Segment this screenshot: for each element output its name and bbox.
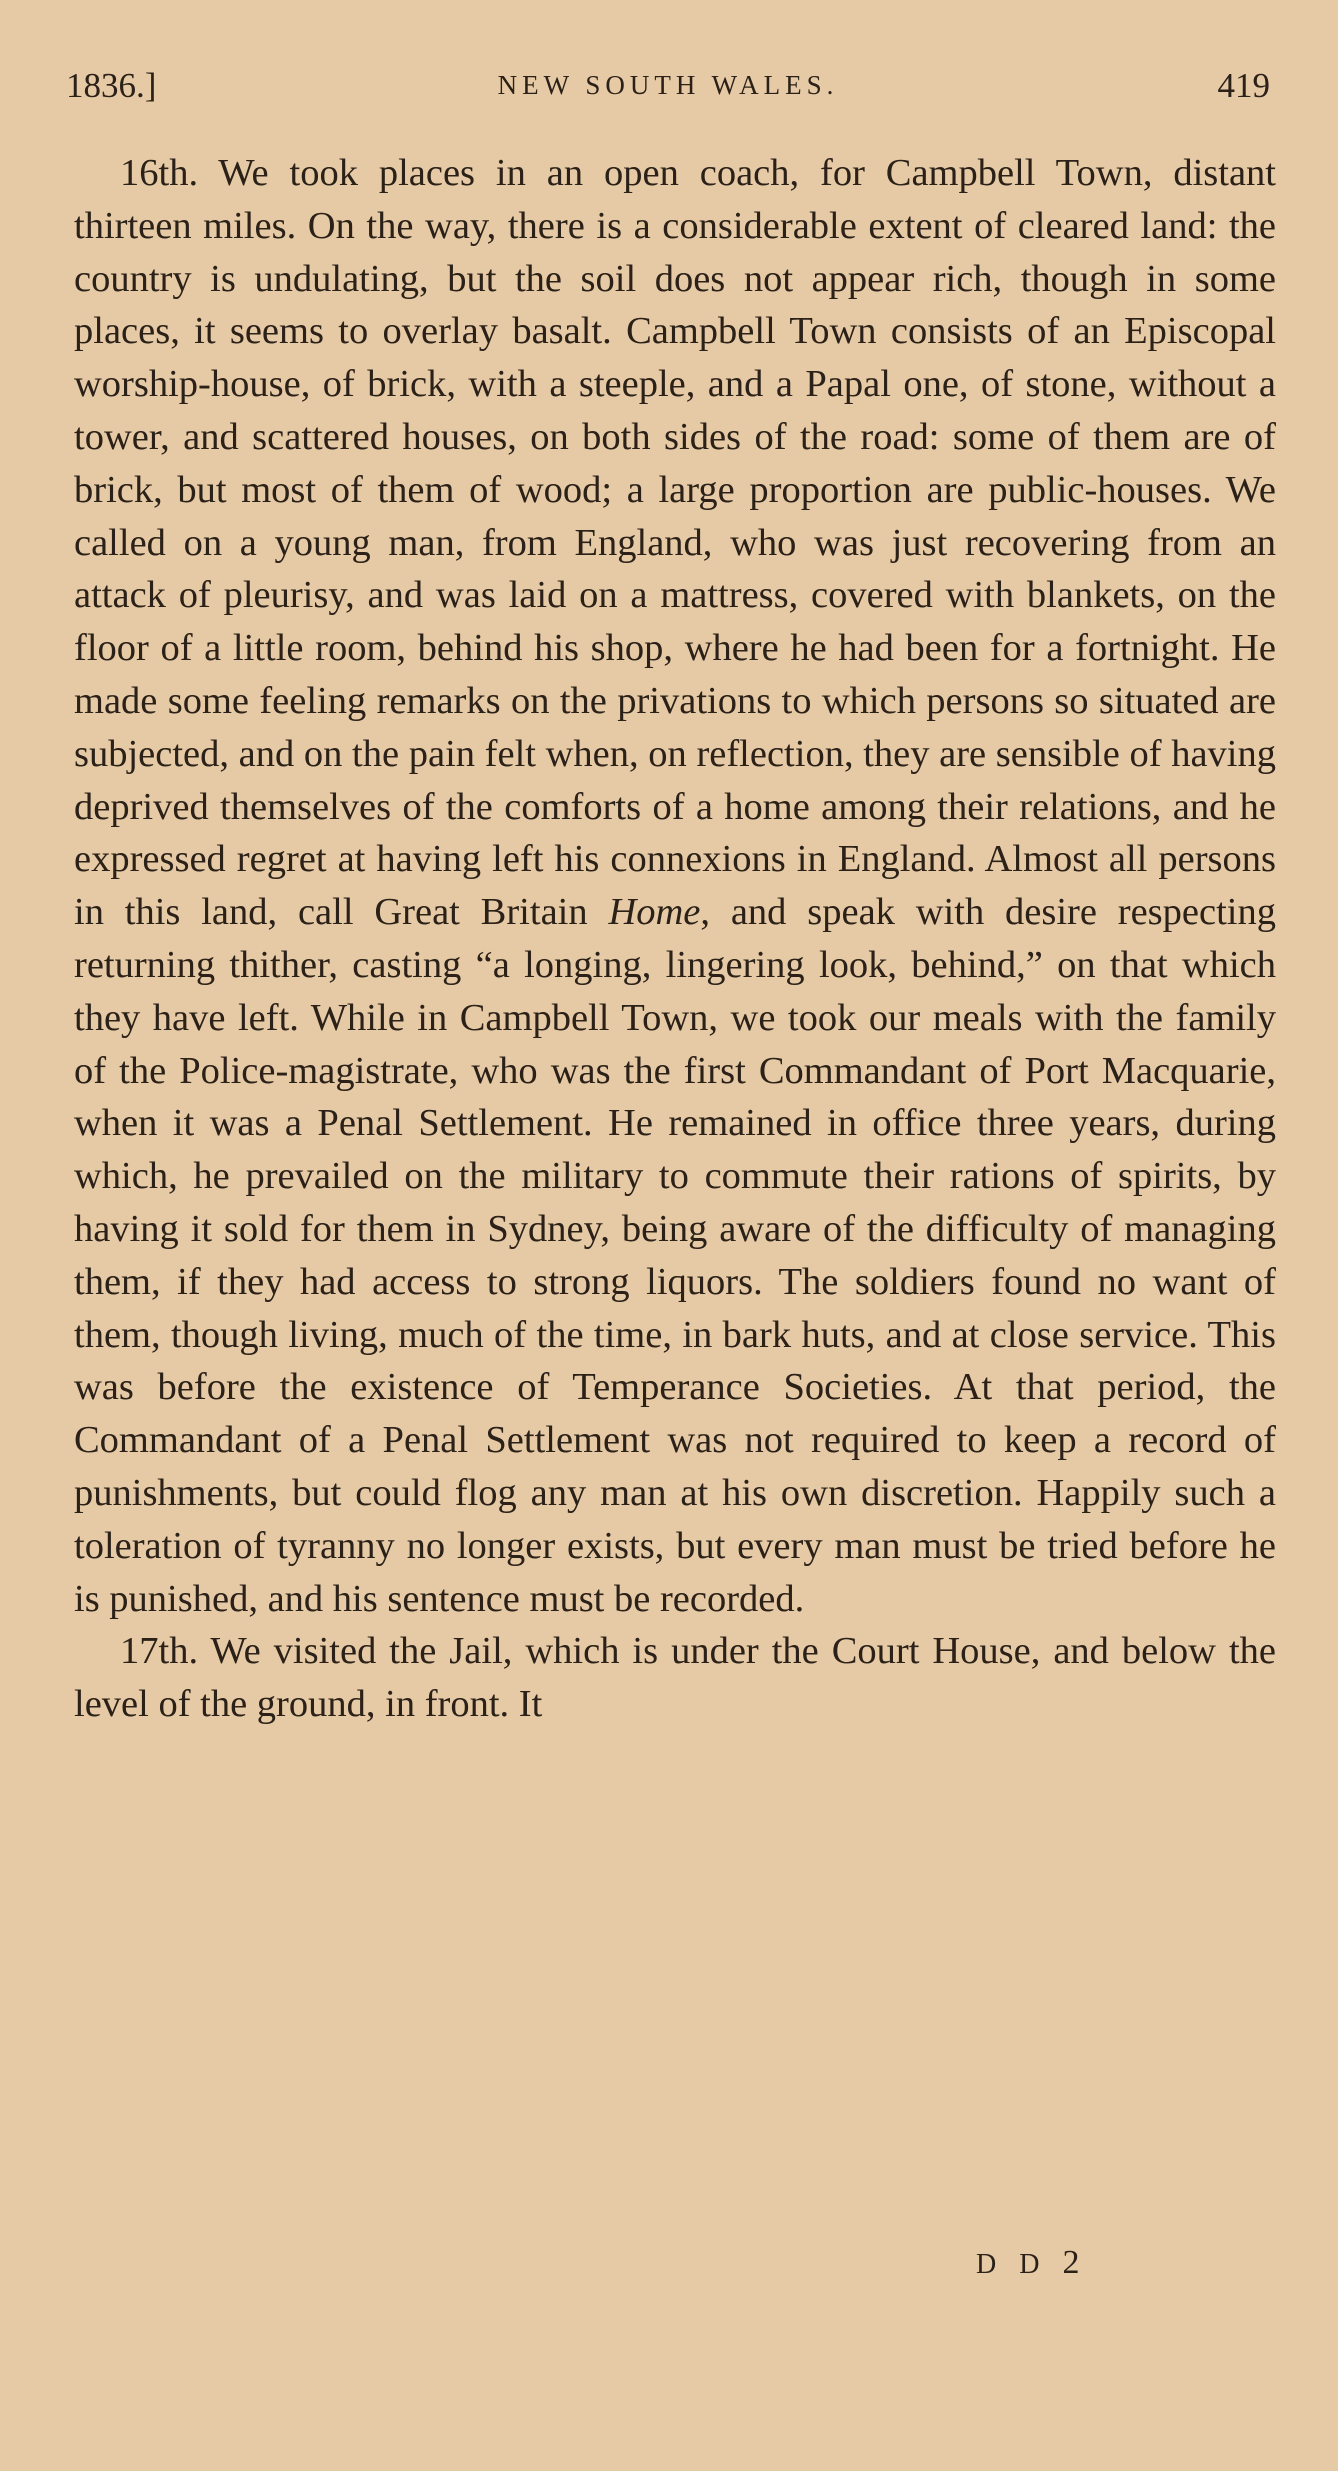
paragraph-16th-lead: 16th. We took places in an open coach, for Campbell Town, distant thirteen miles. On the way, there is a considerable extent of cleared land: the country is undulating, but the soil does not appear rich, though in some places, it seems to overlay basalt. Campbell Town consists of an Episcopal worship-house, of brick, with a steeple, and a Papal one, of stone, without a tower, and scattered houses, on both sides of the road: some of them are of brick, but most of them of wood; a large proportion are public-houses. We called on a young man, from England, who was just recovering from an attack of pleurisy, and was laid on a mattress, covered with blankets, on the floor of a little room, behind his shop, where he had been for a fortnight. He made some feeling remarks on the privations to which persons so situated are subjected, and on the pain felt when, on reflection, they are sensible of having deprived themselves of the comforts of a home among their relations, and he expressed regret at having left his connexions in England. Almost all persons in this land, call Great Britain (74, 152, 1276, 934)
paragraph-16th (74, 147, 1276, 1625)
body-text (74, 147, 1276, 1731)
italic-home: Home (608, 891, 701, 934)
signature-letters: D D (976, 2249, 1048, 2280)
running-header (66, 66, 1270, 116)
paragraph-16th-rest: , and speak with desire respecting returning thither, casting “a longing, lingering look, behind,” on that which they have left. While in Campbell Town, we took our meals with the family of the Police-magistrate, who was the first Commandant of Port Macquarie, when it was a Penal Settlement. He remained in office three years, during which, he prevailed on the military to commute their rations of spirits, by having it sold for them in Sydney, being aware of the difficulty of managing them, if they had access to strong liquors. The soldiers found no want of them, though living, much of the time, in bark huts, and at close service. This was before the existence of Temperance Societies. At that period, the Commandant of a Penal Settlement was not required to keep a record of punishments, but could flog any man at his own discretion. Happily such a toleration of tyranny no longer exists, but every man must be tried before he is punished, and his sentence must be recorded. (74, 891, 1276, 1620)
header-title: NEW SOUTH WALES. (497, 70, 839, 100)
signature-number: 2 (1062, 2244, 1080, 2281)
signature-mark (976, 2244, 1079, 2282)
page-number: 419 (1217, 66, 1270, 105)
paragraph-17th: 17th. We visited the Jail, which is under the Court House, and below the level of the ground, in front. It (74, 1630, 1276, 1726)
header-year: 1836.] (66, 66, 157, 105)
